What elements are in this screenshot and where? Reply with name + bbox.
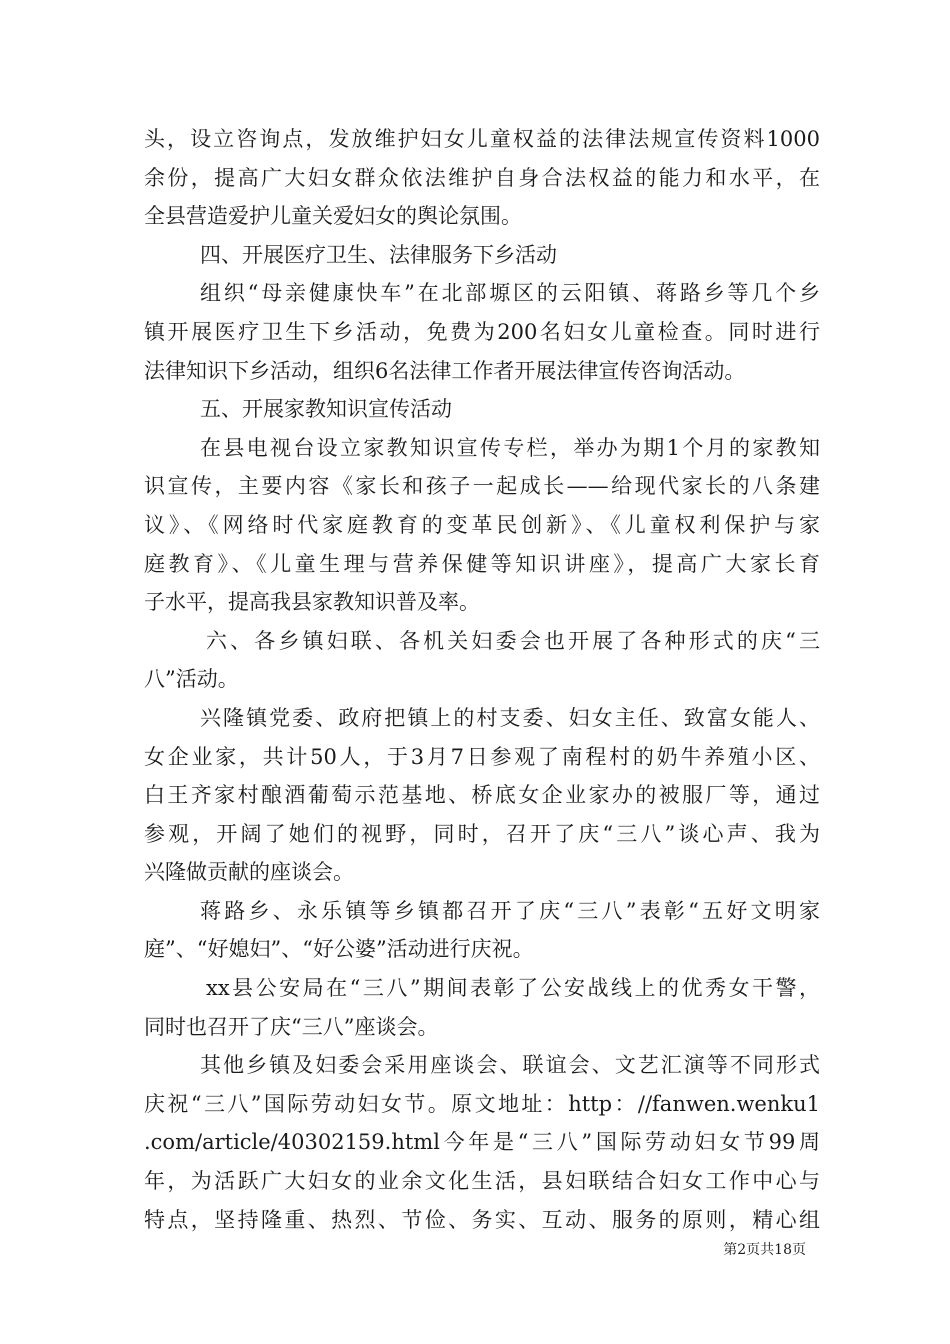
text-line: 头，设立咨询点，发放维护妇女儿童权益的法律法规宣传资料1000: [144, 127, 820, 151]
text-line: 年，为活跃广大妇女的业余文化生活，县妇联结合妇女工作中心与: [144, 1169, 820, 1194]
text-line: 庆祝“三八”国际劳动妇女节。原文地址：http：//fanwen.wenku1: [144, 1091, 820, 1116]
section-heading: 五、开展家教知识宣传活动: [200, 397, 452, 422]
text-line: xx县公安局在“三八”期间表彰了公安战线上的优秀女干警，: [206, 976, 820, 1001]
text-line: 其他乡镇及妇委会采用座谈会、联谊会、文艺汇演等不同形式: [200, 1053, 820, 1078]
text-line: 参观，开阔了她们的视野，同时，召开了庆“三八”谈心声、我为: [144, 821, 820, 846]
text-line: 镇开展医疗卫生下乡活动，免费为200名妇女儿童检查。同时进行: [144, 319, 820, 344]
section-heading: 六、各乡镇妇联、各机关妇委会也开展了各种形式的庆“三: [206, 628, 820, 653]
text-line: .com/article/40302159.html今年是“三八”国际劳动妇女节99周: [144, 1130, 820, 1155]
text-line: 组织“母亲健康快车”在北部塬区的云阳镇、蒋路乡等几个乡: [200, 281, 820, 306]
text-line: 蒋路乡、永乐镇等乡镇都召开了庆“三八”表彰“五好文明家: [200, 898, 820, 923]
text-line: 兴隆镇党委、政府把镇上的村支委、妇女主任、致富女能人、: [200, 705, 820, 730]
document-body: [144, 120, 820, 1239]
text-line: 女企业家，共计50人，于3月7日参观了南程村的奶牛养殖小区、: [144, 744, 820, 769]
page-number: 第2页共18页: [723, 1242, 806, 1258]
text-line: 八”活动。: [144, 667, 239, 692]
section-heading: 四、开展医疗卫生、法律服务下乡活动: [200, 242, 557, 267]
text-line: 全县营造爱护儿童关爱妇女的舆论氛围。: [144, 204, 522, 229]
text-line: 在县电视台设立家教知识宣传专栏，举办为期1个月的家教知: [200, 435, 820, 460]
text-line: 余份，提高广大妇女群众依法维护自身合法权益的能力和水平，在: [144, 165, 820, 190]
text-line: 议》、《网络时代家庭教育的变革民创新》、《儿童权利保护与家: [144, 512, 820, 537]
text-line: 识宣传，主要内容《家长和孩子一起成长——给现代家长的八条建: [144, 474, 820, 499]
text-line: 庭教育》、《儿童生理与营养保健等知识讲座》，提高广大家长育: [144, 551, 820, 576]
text-line: 兴隆做贡献的座谈会。: [144, 860, 354, 885]
text-line: 庭”、“好媳妇”、“好公婆”活动进行庆祝。: [144, 937, 534, 962]
text-line: 子水平，提高我县家教知识普及率。: [144, 590, 480, 615]
text-line: 白王齐家村酿酒葡萄示范基地、桥底女企业家办的被服厂等，通过: [144, 783, 820, 808]
text-line: 特点，坚持隆重、热烈、节俭、务实、互动、服务的原则，精心组: [144, 1207, 820, 1232]
text-line: 法律知识下乡活动，组织6名法律工作者开展法律宣传咨询活动。: [144, 358, 746, 383]
text-line: 同时也召开了庆“三八”座谈会。: [144, 1014, 439, 1039]
